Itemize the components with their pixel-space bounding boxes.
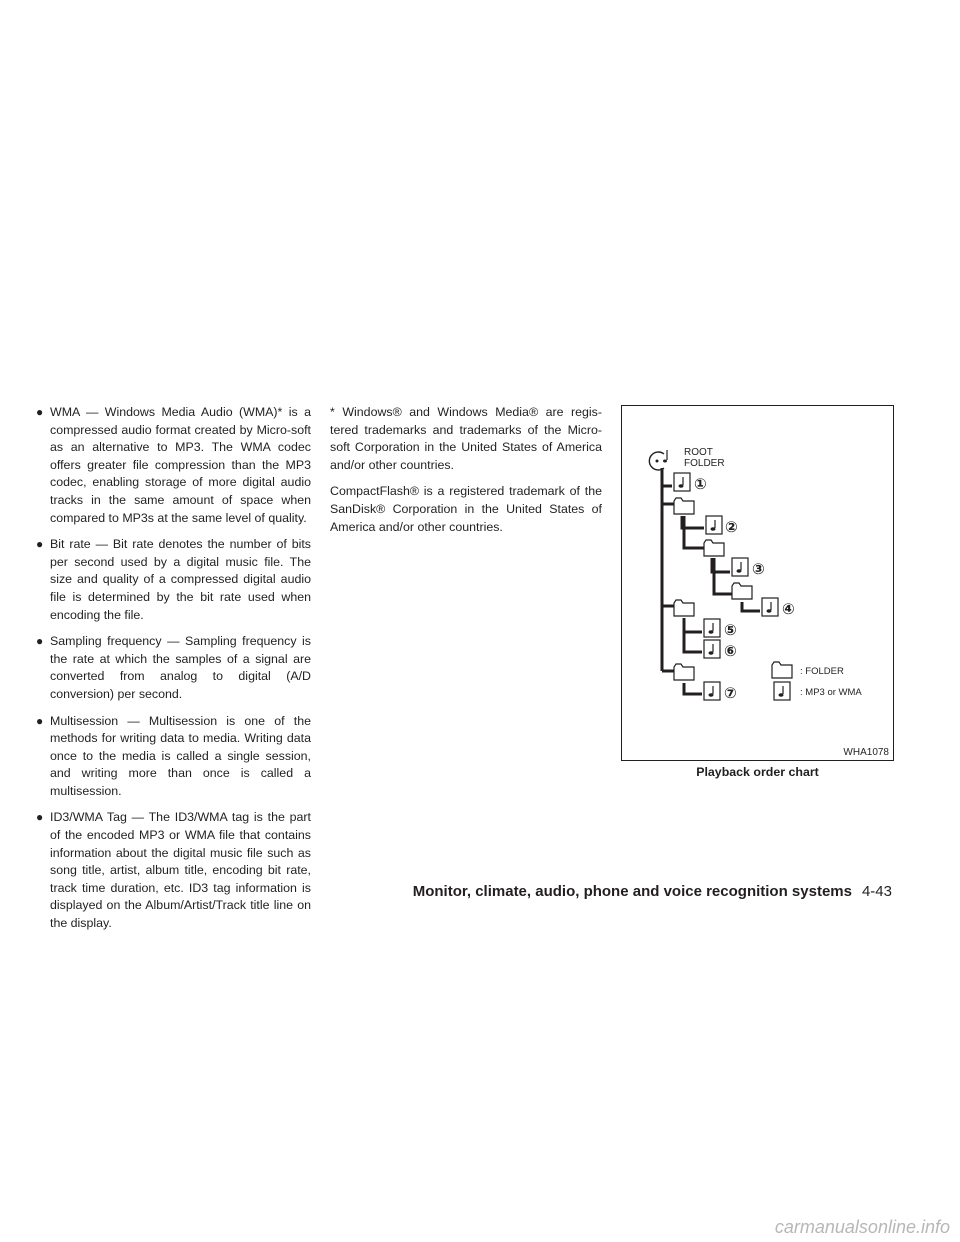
legend-folder-icon (772, 662, 792, 678)
file-icon (704, 619, 720, 637)
page-number: 4-43 (861, 883, 892, 900)
track-5-label: ⑤ (724, 621, 737, 639)
bullet-bit-rate: ● Bit rate — Bit rate denotes the number of bits per second used by a digital music file. The size and quality of a compressed digital audio file is determined by the bit rate used when encoding the file. (36, 537, 311, 622)
playback-order-figure (621, 405, 894, 761)
page-footer (413, 883, 892, 900)
file-icon (732, 558, 748, 576)
track-7-label: ⑦ (724, 684, 737, 702)
legend-folder-label: : FOLDER (800, 666, 844, 677)
file-icon (704, 640, 720, 658)
bullet-multisession: ● Multisession — Multisession is one of the methods for writing data to media. Writing data once to the media is called a single session, and writing more than once is called a multisession. (36, 713, 311, 798)
trademark-windows: * Windows® and Windows Media® are regis-tered trademarks and trademarks of the Micro-soft Corporation in the United States of America and/or other countries. (330, 405, 602, 472)
track-6-label: ⑥ (724, 642, 737, 660)
root-cd-icon (649, 450, 667, 470)
folder-icon (674, 498, 694, 514)
bullet-id3: ● ID3/WMA Tag — The ID3/WMA tag is the part of the encoded MP3 or WMA file that contains information about the digital music file such as song title, artist, album title, encoding bit rate, track time duration, etc. ID3 tag information is displayed on the Album/Artist/Track title line on the display. (36, 810, 311, 931)
playback-tree-diagram (622, 406, 893, 760)
legend-file-label: : MP3 or WMA (800, 687, 862, 698)
file-icon (706, 516, 722, 534)
file-icon (762, 598, 778, 616)
file-icon (704, 682, 720, 700)
footer-section-title: Monitor, climate, audio, phone and voice recognition systems (412, 883, 852, 900)
right-column (330, 404, 602, 545)
bullet-dot: ● (36, 810, 44, 825)
left-column (36, 404, 311, 942)
figure-caption: Playback order chart (696, 765, 819, 779)
bullet-dot: ● (36, 405, 44, 419)
bullet-dot: ● (36, 537, 44, 552)
legend-file-icon (774, 682, 790, 700)
track-2-label: ② (725, 518, 738, 536)
root-label: ROOT (684, 447, 713, 458)
track-1-label: ① (694, 475, 707, 493)
file-icon (674, 473, 690, 491)
folder-icon (704, 540, 724, 556)
folder-icon (732, 583, 752, 599)
bullet-wma: ● WMA — Windows Media Audio (WMA)* is a compressed audio format created by Micro-soft as an alternative to MP3. The WMA codec offers greater file compression than the MP3 codec, enabling storage of more digital audio tracks in the same amount of space when compared to MP3s at the same level of quality. (36, 405, 311, 525)
root-label-folder: FOLDER (684, 458, 725, 469)
folder-icon (674, 600, 694, 616)
bullet-dot: ● (36, 634, 44, 649)
track-4-label: ④ (782, 600, 795, 618)
watermark: carmanualsonline.info (774, 1217, 950, 1237)
trademark-compactflash: CompactFlash® is a registered trademark of the SanDisk® Corporation in the United States of America and/or other countries. (330, 484, 602, 534)
figure-id: WHA1078 (843, 747, 889, 758)
folder-icon (674, 664, 694, 680)
track-3-label: ③ (752, 560, 765, 578)
bullet-dot: ● (36, 713, 44, 728)
bullet-sampling: ● Sampling frequency — Sampling frequency is the rate at which the samples of a signal are converted from analog to digital (A/D conversion) per second. (36, 634, 311, 701)
